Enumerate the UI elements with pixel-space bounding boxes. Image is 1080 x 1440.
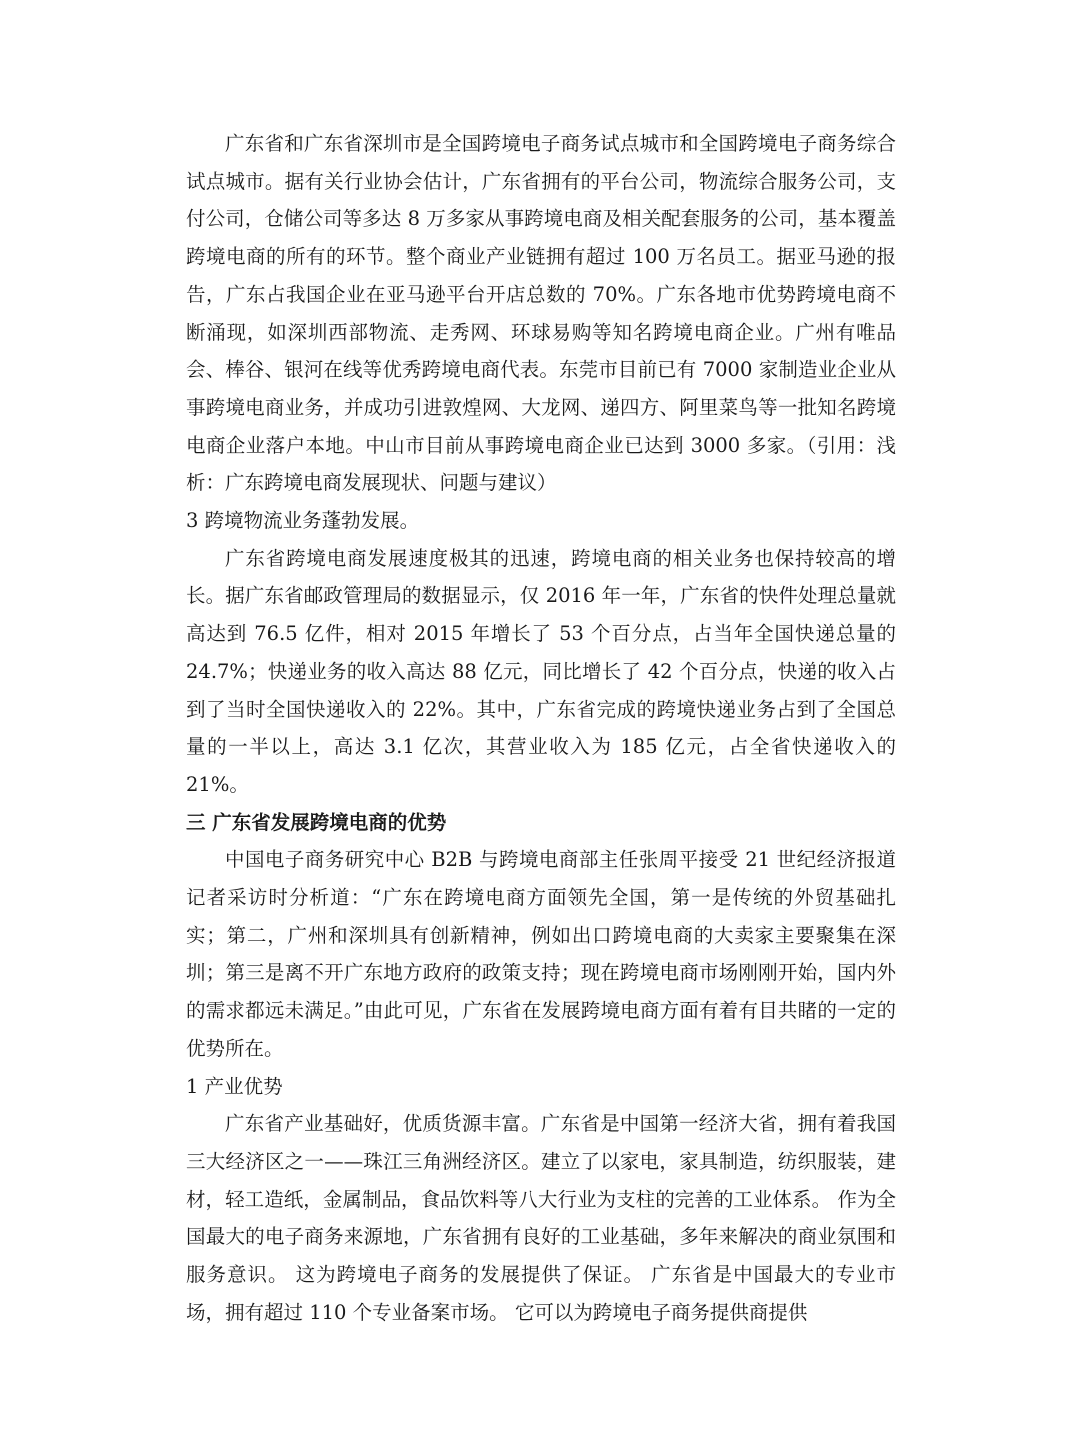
paragraph-logistics-growth: 广东省跨境电商发展速度极其的迅速，跨境电商的相关业务也保持较高的增长。据广东省邮政管理局的数据显示，仅 2016 年一年，广东省的快件处理总量就高达到 76.5 亿件，相对 2015 年增长了 53 个百分点，占当年全国快递总量的 24.7%；快递业务的收入高达 88 亿元，同比增长了 42 个百分点，快递的收入占到了当时全国快递收入的 22%。其中，广东省完成的跨境快递业务占到了全国总量的一半以上，高达 3.1 亿次，其营业收入为 185 亿元，占全省快递收入的 21%。 [186, 546, 896, 796]
subheading-logistics: 3 跨境物流业务蓬勃发展。 [186, 509, 420, 533]
paragraph-cross-border-pilot-cities: 广东省和广东省深圳市是全国跨境电子商务试点城市和全国跨境电子商务综合试点城市。据有关行业协会估计，广东省拥有的平台公司，物流综合服务公司，支付公司，仓储公司等多达 8 万多家从事跨境电商及相关配套服务的公司，基本覆盖跨境电商的所有的环节。整个商业产业链拥有超过 100 万名员工。据亚马逊的报告，广东占我国企业在亚马逊平台开店总数的 70%。广东各地市优势跨境电商不断涌现，如深圳西部物流、走秀网、环球易购等知名跨境电商企业。广州有唯品会、棒谷、银河在线等优秀跨境电商代表。东莞市目前已有 7000 家制造业企业从事跨境电商业务，并成功引进敦煌网、大龙网、递四方、阿里菜鸟等一批知名跨境电商企业落户本地。中山市目前从事跨境电商企业已达到 3000 多家。（引用：浅析：广东跨境电商发展现状、问题与建议） [186, 132, 896, 495]
paragraph-expert-analysis: 中国电子商务研究中心 B2B 与跨境电商部主任张周平接受 21 世纪经济报道记者采访时分析道：“广东在跨境电商方面领先全国，第一是传统的外贸基础扎实；第二，广州和深圳具有创新精神，例如出口跨境电商的大卖家主要聚集在深圳；第三是离不开广东地方政府的政策支持；现在跨境电商市场刚刚开始，国内外的需求都远未满足。”由此可见，广东省在发展跨境电商方面有着有目共睹的一定的优势所在。 [186, 848, 896, 1060]
document-body [186, 125, 896, 1332]
paragraph-industry-base: 广东省产业基础好，优质货源丰富。广东省是中国第一经济大省，拥有着我国三大经济区之一——珠江三角洲经济区。建立了以家电，家具制造，纺织服装，建材，轻工造纸，金属制品，食品饮料等八大行业为支柱的完善的工业体系。 作为全国最大的电子商务来源地，广东省拥有良好的工业基础，多年来解决的商业氛围和服务意识。 这为跨境电子商务的发展提供了保证。 广东省是中国最大的专业市场，拥有超过 110 个专业备案市场。 它可以为跨境电子商务提供商提供 [186, 1112, 896, 1324]
section-heading-advantages: 三 广东省发展跨境电商的优势 [186, 810, 447, 834]
subheading-industry-advantage: 1 产业优势 [186, 1074, 283, 1098]
